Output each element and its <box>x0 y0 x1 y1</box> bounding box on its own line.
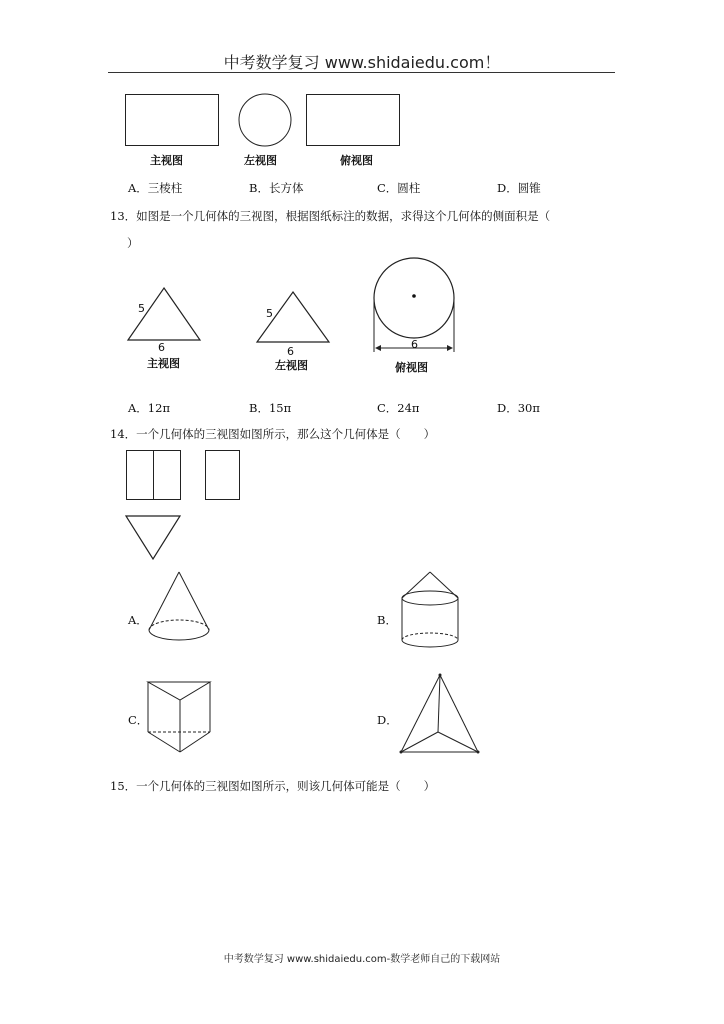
q12-front-view-label: 主视图 <box>150 154 183 167</box>
q13-left-view-label: 左视图 <box>275 359 308 372</box>
q14-front-view <box>126 450 182 502</box>
q14-option-d[interactable]: D． <box>377 713 398 727</box>
q13-left-slant: 5 <box>266 307 273 320</box>
page-footer: 中考数学复习 www.shidaiedu.com-数学老师自己的下载网站 <box>223 954 501 965</box>
q13-top-view-label: 俯视图 <box>395 361 428 374</box>
q13-option-a[interactable]: A．12π <box>128 401 170 415</box>
q13-front-base: 6 <box>158 341 165 354</box>
q13-top-diameter: 6 <box>411 338 418 351</box>
q13-option-b[interactable]: B．15π <box>249 401 292 415</box>
q12-option-c[interactable]: C．圆柱 <box>377 181 421 195</box>
q15-question-text: 15．一个几何体的三视图如图所示，则该几何体可能是（ ） <box>110 779 436 793</box>
q14-option-a-cone <box>146 570 212 644</box>
q14-option-c[interactable]: C． <box>128 713 149 727</box>
header-rule <box>108 72 615 73</box>
q12-option-b[interactable]: B．长方体 <box>249 181 304 195</box>
q14-top-view <box>124 515 182 561</box>
q12-top-view <box>306 94 401 147</box>
q12-left-view <box>237 94 293 150</box>
q14-left-view <box>205 450 241 502</box>
q13-left-base: 6 <box>287 345 294 358</box>
q12-front-view <box>125 94 220 147</box>
q14-option-c-prism <box>146 678 212 756</box>
q13-question-text: 13．如图是一个几何体的三视图，根据图纸标注的数据，求得这个几何体的侧面积是（ <box>110 209 551 223</box>
page-header: 中考数学复习 www.shidaiedu.com！ <box>223 53 501 72</box>
q13-question-text-cont: ） <box>127 236 139 250</box>
q13-front-slant: 5 <box>138 302 145 315</box>
q12-option-d[interactable]: D．圆锥 <box>497 181 541 195</box>
q12-top-view-label: 俯视图 <box>340 154 373 167</box>
q12-left-view-label: 左视图 <box>244 154 277 167</box>
q14-option-b[interactable]: B． <box>377 613 397 627</box>
q12-option-a[interactable]: A．三棱柱 <box>128 181 183 195</box>
q14-option-a[interactable]: A． <box>128 613 148 627</box>
q14-question-text: 14．一个几何体的三视图如图所示，那么这个几何体是（ ） <box>110 427 436 441</box>
q14-option-b-cylinder-cone <box>398 570 462 650</box>
q14-option-d-pyramid <box>398 672 482 756</box>
q13-front-view-label: 主视图 <box>147 357 180 370</box>
q13-option-d[interactable]: D．30π <box>497 401 540 415</box>
q13-option-c[interactable]: C．24π <box>377 401 420 415</box>
